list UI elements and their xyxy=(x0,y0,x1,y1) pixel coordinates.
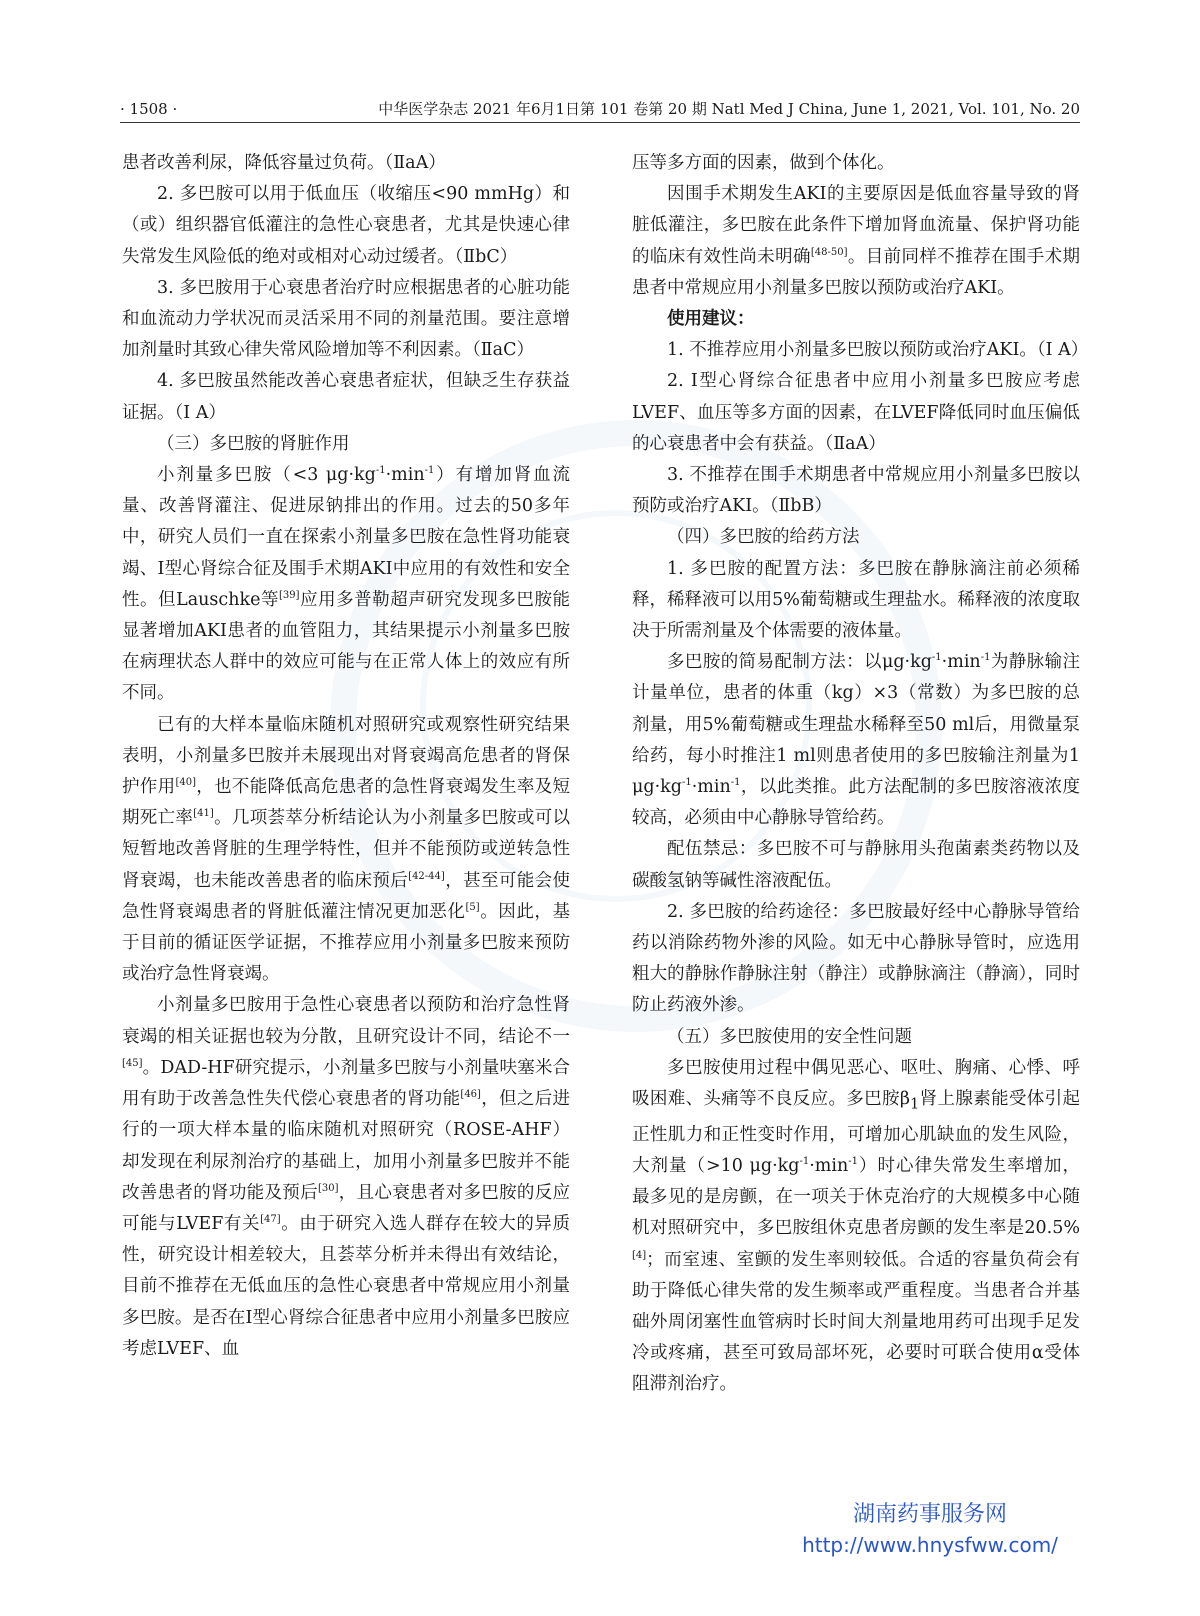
citation: [39] xyxy=(279,590,300,602)
text: ，甚至可能会使急性肾衰竭患者的肾脏低灌注情况更加恶化 xyxy=(122,870,571,922)
text: 小剂量多巴胺（<3 μg·kg xyxy=(157,465,376,486)
page-number: · 1508 · xyxy=(120,100,178,118)
recommendations-heading: 使用建议： xyxy=(667,309,755,330)
text: 。因此，基于目前的循证医学证据，不推荐应用小剂量多巴胺来预防或治疗急性肾衰竭。 xyxy=(122,901,571,985)
text: ·min xyxy=(691,777,731,798)
citation: [40] xyxy=(175,777,196,789)
section-heading-administration: （四）多巴胺的给药方法 xyxy=(667,527,860,548)
superscript: -1 xyxy=(799,1156,810,1168)
superscript: -1 xyxy=(424,465,435,477)
recommendation-3: 3. 不推荐在围手术期患者中常规应用小剂量多巴胺以预防或治疗AKI。（ⅡbB） xyxy=(632,465,1080,517)
journal-citation-line: 中华医学杂志 2021 年6月1日第 101 卷第 20 期 Natl Med J China, June 1, 2021, Vol. 101, No. 20 xyxy=(378,100,1080,118)
recommendation-3: 3. 多巴胺用于心衰患者治疗时应根据患者的心脏功能和血流动力学状况而灵活采用不同的剂量范围。要注意增加剂量时其致心律失常风险增加等不利因素。（ⅡaC） xyxy=(122,277,570,361)
text: ）时心律失常发生率增加，最多见的是房颤，在一项关于休克治疗的大规模多中心随机对照研究中，多巴胺组休克患者房颤的发生率是20.5% xyxy=(632,1156,1080,1239)
text: ，以此类推。此方法配制的多巴胺溶液浓度较高，必须由中心静脉导管给药。 xyxy=(632,777,1080,829)
text: ·min xyxy=(809,1156,849,1176)
text: 为静脉输注计量单位，患者的体重（kg）×3（常数）为多巴胺的总剂量，用5%葡萄糖或生理盐水稀释至50 ml后，用微量泵给药，每小时推注1 ml则患者使用的多巴胺输注剂量为1 μg·kg xyxy=(632,652,1081,798)
text: 。目前同样不推荐在围手术期患者中常规应用小剂量多巴胺以预防或治疗AKI。 xyxy=(632,246,1081,298)
recommendation-4: 4. 多巴胺虽然能改善心衰患者症状，但缺乏生存获益证据。（Ⅰ A） xyxy=(122,371,570,423)
paragraph xyxy=(632,179,1080,304)
text: 。几项荟萃分析结论认为小剂量多巴胺或可以短暂地改善肾脏的生理学特性，但并不能预防或逆转急性肾衰竭，也未能改善患者的临床预后 xyxy=(122,808,571,891)
citation: [48-50] xyxy=(810,246,848,258)
superscript: -1 xyxy=(375,465,386,477)
paragraph: 压等多方面的因素，做到个体化。 xyxy=(632,153,895,173)
section-heading-renal-effect: （三）多巴胺的肾脏作用 xyxy=(157,433,350,454)
right-column xyxy=(632,148,1089,1401)
paragraph xyxy=(122,990,570,1364)
text: ）有增加肾血流量、改善肾灌注、促进尿钠排出的作用。过去的50多年中，研究人员们一直在探索小剂量多巴胺在急性肾功能衰竭、Ⅰ型心肾综合征及围手术期AKI中应用的有效性和安全性。但Lauschke等 xyxy=(122,465,570,610)
text: 应用多普勒超声研究发现多巴胺能显著增加AKI患者的血管阻力，其结果提示小剂量多巴胺在病理状态人群中的效应可能与在正常人体上的效应有所不同。 xyxy=(122,589,570,704)
text: ，且心衰患者对多巴胺的反应可能与LVEF有关 xyxy=(122,1182,571,1234)
superscript: -1 xyxy=(730,777,741,789)
citation: [4] xyxy=(632,1249,647,1261)
text: 小剂量多巴胺用于急性心衰患者以预防和治疗急性肾衰竭的相关证据也较为分散，且研究设计不同，结论不一 xyxy=(122,995,570,1047)
paragraph: 患者改善利尿，降低容量过负荷。（ⅡaA） xyxy=(122,153,446,173)
paragraph: 配伍禁忌：多巴胺不可与静脉用头孢菌素类药物以及碳酸氢钠等碱性溶液配伍。 xyxy=(632,839,1080,891)
left-column xyxy=(122,148,570,1365)
site-url: http://www.hnysfww.com/ xyxy=(802,1533,1058,1557)
superscript: -1 xyxy=(848,1156,858,1168)
superscript: -1 xyxy=(681,777,692,789)
text: 已有的大样本量临床随机对照研究或观察性研究结果表明，小剂量多巴胺并未展现出对肾衰竭高危患者的肾保护作用 xyxy=(122,714,570,798)
paragraph xyxy=(122,710,570,991)
citation: [5] xyxy=(465,902,480,914)
text: 因围手术期发生AKI的主要原因是低血容量导致的肾脏低灌注，多巴胺在此条件下增加肾血流量、保护肾功能的临床有效性尚未明确 xyxy=(632,184,1080,267)
paragraph xyxy=(632,1053,1080,1401)
subscript: 1 xyxy=(910,1095,920,1113)
citation: [47] xyxy=(260,1214,281,1226)
superscript: -1 xyxy=(931,652,942,664)
text: 多巴胺使用过程中偶见恶心、呕吐、胸痛、心悸、呼吸困难、头痛等不良反应。多巴胺β xyxy=(632,1057,1080,1110)
citation: [30] xyxy=(317,1182,339,1194)
paragraph: 2. 多巴胺的给药途径：多巴胺最好经中心静脉导管给药以消除药物外渗的风险。如无中心静脉导管时，应选用粗大的静脉作静脉注射（静注）或静脉滴注（静滴），同时防止药液外渗。 xyxy=(632,901,1080,1016)
citation: [45] xyxy=(122,1058,143,1070)
text: 。DAD-HF研究提示，小剂量多巴胺与小剂量呋塞米合用有助于改善急性失代偿心衰患者的肾功能 xyxy=(122,1057,570,1110)
text: 肾上腺素能受体引起正性肌力和正性变时作用，可增加心肌缺血的发生风险，大剂量（>10 μg·kg xyxy=(632,1089,1081,1176)
superscript: -1 xyxy=(980,652,991,664)
paragraph xyxy=(632,647,1080,834)
text: 多巴胺的简易配制方法：以μg·kg xyxy=(667,652,932,673)
citation: [41] xyxy=(193,808,214,820)
text: 。由于研究入选人群存在较大的异质性，研究设计相差较大，且荟萃分析并未得出有效结论，目前不推荐在无低血压的急性心衰患者中常规应用小剂量多巴胺。是否在Ⅰ型心肾综合征患者中应用小剂量多巴胺应考虑LVEF、血 xyxy=(122,1213,570,1359)
recommendation-1: 1. 不推荐应用小剂量多巴胺以预防或治疗AKI。（Ⅰ A） xyxy=(667,340,1089,361)
text: ·min xyxy=(385,465,425,486)
text: ，也不能降低高危患者的急性肾衰竭发生率及短期死亡率 xyxy=(122,777,571,829)
site-watermark xyxy=(760,1500,1100,1560)
section-heading-safety: （五）多巴胺使用的安全性问题 xyxy=(667,1026,912,1047)
running-header xyxy=(120,96,1080,123)
citation: [42-44] xyxy=(408,870,445,882)
paragraph xyxy=(122,460,570,710)
citation: [46] xyxy=(460,1089,481,1101)
recommendation-2: 2. 多巴胺可以用于低血压（收缩压<90 mmHg）和（或）组织器官低灌注的急性心衰患者，尤其是快速心律失常发生风险低的绝对或相对心动过缓者。（ⅡbC） xyxy=(122,184,570,267)
site-name: 湖南药事服务网 xyxy=(852,1502,1007,1527)
text: ·min xyxy=(941,652,981,673)
paragraph: 1. 多巴胺的配置方法：多巴胺在静脉滴注前必须稀释，稀释液可以用5%葡萄糖或生理盐水。稀释液的浓度取决于所需剂量及个体需要的液体量。 xyxy=(632,558,1080,642)
recommendation-2: 2. Ⅰ型心肾综合征患者中应用小剂量多巴胺应考虑LVEF、血压等多方面的因素，在LVEF降低同时血压偏低的心衰患者中会有获益。（ⅡaA） xyxy=(632,371,1080,454)
text: ，但之后进行的一项大样本量的临床随机对照研究（ROSE-AHF）却发现在利尿剂治疗的基础上，加用小剂量多巴胺并不能改善患者的肾功能及预后 xyxy=(122,1089,571,1203)
text: ；而室速、室颤的发生率则较低。合适的容量负荷会有助于降低心律失常的发生频率或严重程度。当患者合并基础外周闭塞性血管病时长时间大剂量地用药可出现手足发冷或疼痛，甚至可致局部坏死，必要时可联合使用α受体阻滞剂治疗。 xyxy=(632,1249,1080,1395)
